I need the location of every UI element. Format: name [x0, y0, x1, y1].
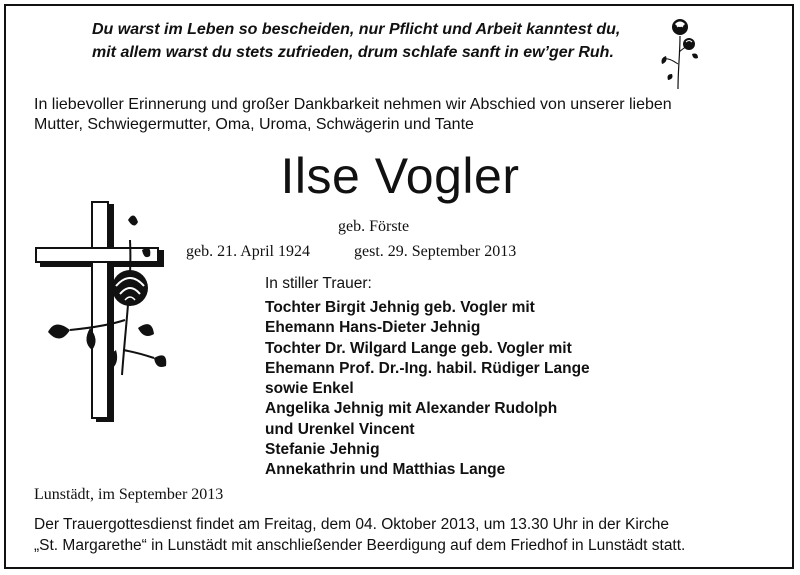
cross-with-rose-icon — [30, 200, 170, 425]
mourner-line: Tochter Birgit Jehnig geb. Vogler mit — [265, 299, 535, 316]
service-info — [34, 515, 685, 556]
poem-line-2: mit allem warst du stets zufrieden, drum schlafe sanft in ew’ger Ruh. — [92, 44, 614, 61]
poem-line-1: Du warst im Leben so bescheiden, nur Pflicht und Arbeit kanntest du, — [92, 21, 621, 38]
mourner-line: Annekathrin und Matthias Lange — [265, 461, 506, 479]
life-dates — [186, 243, 516, 261]
birth-date: geb. 21. April 1924 — [186, 243, 310, 260]
mourner-line: und Urenkel Vincent — [265, 420, 415, 438]
mourners-list — [265, 298, 590, 481]
mourning-label: In stiller Trauer: — [265, 275, 372, 292]
mourner-line: Angelika Jehnig mit Alexander Rudolph — [265, 400, 558, 418]
mourner-line: Tochter Dr. Wilgard Lange geb. Vogler mit — [265, 339, 572, 357]
intro-line-2: Mutter, Schwiegermutter, Oma, Uroma, Schwägerin und Tante — [34, 116, 474, 133]
intro-text — [34, 95, 774, 135]
rose-icon — [656, 14, 702, 90]
place-date: Lunstädt, im September 2013 — [34, 486, 224, 503]
intro-line-1: In liebevoller Erinnerung und großer Dankbarkeit nehmen wir Abschied von unserer lieben — [34, 96, 672, 113]
mourner-line: Ehemann Hans-Dieter Jehnig — [265, 319, 481, 337]
maiden-name: geb. Förste — [338, 218, 410, 235]
death-date: gest. 29. September 2013 — [354, 243, 517, 260]
mourner-line: sowie Enkel — [265, 380, 354, 398]
service-line-1: Der Trauergottesdienst findet am Freitag, dem 04. Oktober 2013, um 13.30 Uhr in der Kirche — [34, 516, 669, 533]
mourner-line: Stefanie Jehnig — [265, 441, 380, 459]
deceased-name: Ilse Vogler — [280, 148, 520, 204]
mourner-line: Ehemann Prof. Dr.-Ing. habil. Rüdiger Lange — [265, 359, 590, 377]
memorial-poem — [92, 18, 652, 64]
service-line-2: „St. Margarethe“ in Lunstädt mit anschließender Beerdigung auf dem Friedhof in Lunstädt statt. — [34, 536, 686, 554]
